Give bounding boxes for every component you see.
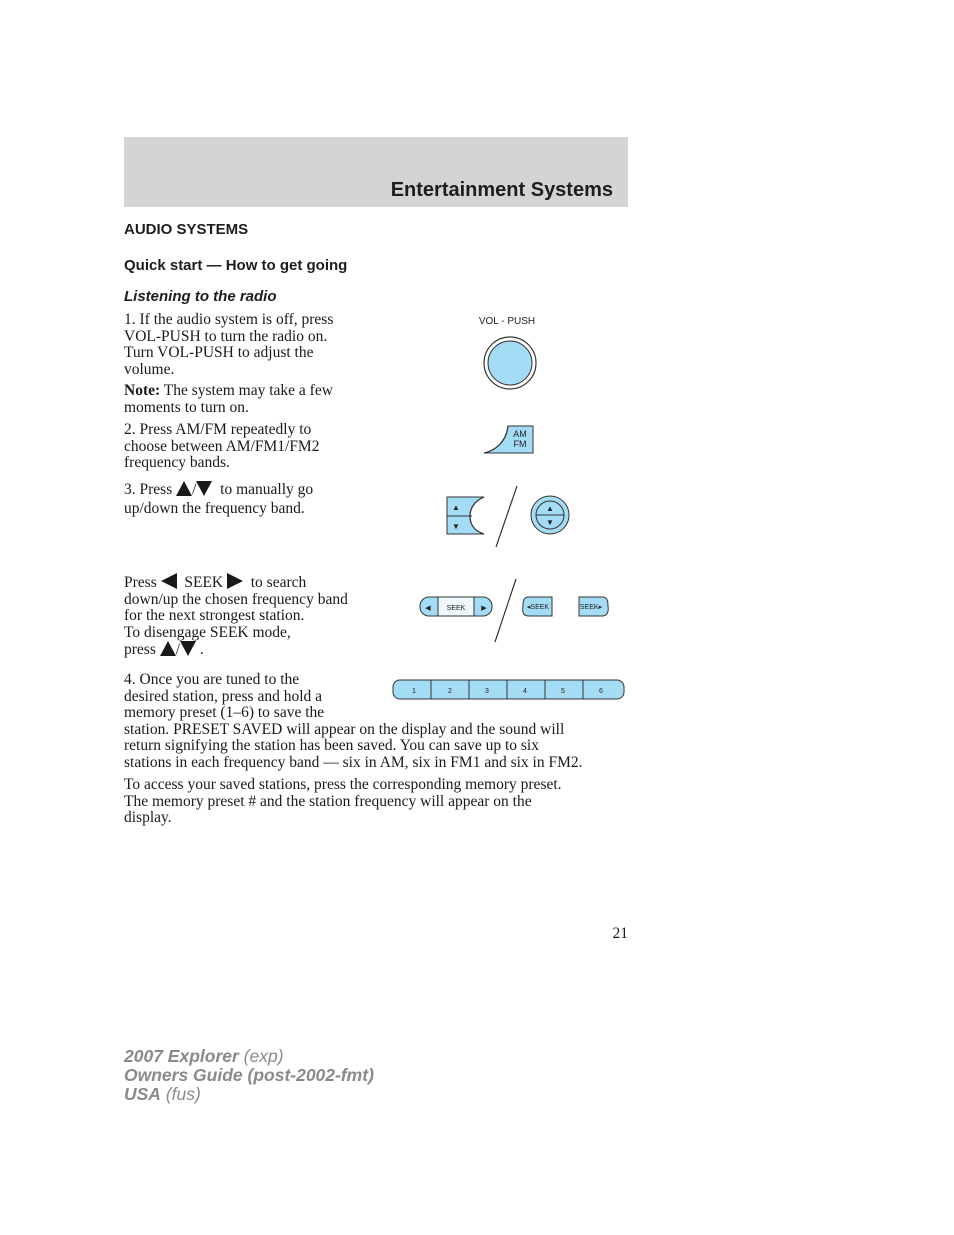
tune-controls-figure xyxy=(444,484,574,550)
down-arrow-icon xyxy=(180,641,196,656)
vol-push-label: VOL - PUSH xyxy=(478,316,536,327)
preset-1-button[interactable]: 1 xyxy=(412,688,416,695)
subsection-heading: Quick start — How to get going xyxy=(124,257,348,274)
tune-up-arrow-icon: ▲ xyxy=(452,503,460,512)
up-arrow-icon xyxy=(160,641,176,656)
left-arrow-icon xyxy=(161,573,177,589)
seek-controls-figure xyxy=(416,576,612,644)
am-fm-button[interactable] xyxy=(482,423,538,457)
or-divider xyxy=(496,486,517,547)
tune-down-arrow-icon: ▼ xyxy=(452,522,460,531)
down-arrow-icon xyxy=(196,481,212,496)
footer-model: 2007 Explorer xyxy=(124,1046,239,1066)
step2-paragraph: 2. Press AM/FM repeatedly to choose between AM/FM1/FM2 frequency bands. xyxy=(124,421,320,471)
seek-up-arrow-icon: ▶ xyxy=(481,604,487,612)
step4-paragraph: 4. Once you are tuned to the desired station, press and hold a memory preset (1–6) to save the station. PRESET SAVED will appear on the display and the sound will return signifying the station has been saved. You can save up to six stations in each frequency band — six in AM, six in FM1 and six in FM2. xyxy=(124,671,583,771)
chapter-title: Entertainment Systems xyxy=(390,179,613,201)
or-divider xyxy=(495,579,516,642)
seek-bar-label: SEEK xyxy=(446,605,466,612)
step1-paragraph: 1. If the audio system is off, press VOL-PUSH to turn the radio on. Turn VOL-PUSH to adjust the volume. xyxy=(124,311,334,378)
seek-down-arrow-icon: ◀ xyxy=(425,604,431,612)
right-arrow-icon xyxy=(227,573,243,589)
preset-5-button[interactable]: 5 xyxy=(561,688,565,695)
subsubsection-heading: Listening to the radio xyxy=(124,288,277,305)
up-arrow-icon xyxy=(176,481,192,496)
round-tune-down-arrow-icon: ▼ xyxy=(546,518,554,527)
preset-6-button[interactable]: 6 xyxy=(599,688,603,695)
step3-paragraph: 3. Press / to manually go up/down the frequency band. xyxy=(124,481,314,517)
page-number: 21 xyxy=(612,925,628,942)
preset-2-button[interactable]: 2 xyxy=(448,688,452,695)
preset-4-button[interactable]: 4 xyxy=(523,688,527,695)
vol-push-knob[interactable] xyxy=(480,335,540,395)
memory-preset-bar xyxy=(392,679,626,701)
chapter-header-band xyxy=(124,137,628,207)
preset-3-button[interactable]: 3 xyxy=(485,688,489,695)
seek-paragraph: Press SEEK to search down/up the chosen frequency band for the next strongest station. To disengage SEEK mode, press / . xyxy=(124,574,348,658)
note-label: Note: xyxy=(124,382,161,399)
section-heading: AUDIO SYSTEMS xyxy=(124,221,249,238)
document-footer: 2007 Explorer (exp) Owners Guide (post-2002-fmt) USA (fus) xyxy=(124,1046,374,1104)
seek-right-button-label: SEEK▸ xyxy=(579,604,603,611)
footer-market: USA xyxy=(124,1084,161,1104)
footer-guide: Owners Guide (post-2002-fmt) xyxy=(124,1065,374,1085)
am-label: AM xyxy=(513,429,527,439)
note-paragraph: Note: The system may take a few moments to turn on. xyxy=(124,382,333,416)
seek-left-button-label: ◂SEEK xyxy=(526,604,550,611)
fm-label: FM xyxy=(513,439,527,449)
round-tune-up-arrow-icon: ▲ xyxy=(546,504,554,513)
access-presets-paragraph: To access your saved stations, press the corresponding memory preset. The memory preset # and the station frequency will appear on the display. xyxy=(124,776,562,826)
